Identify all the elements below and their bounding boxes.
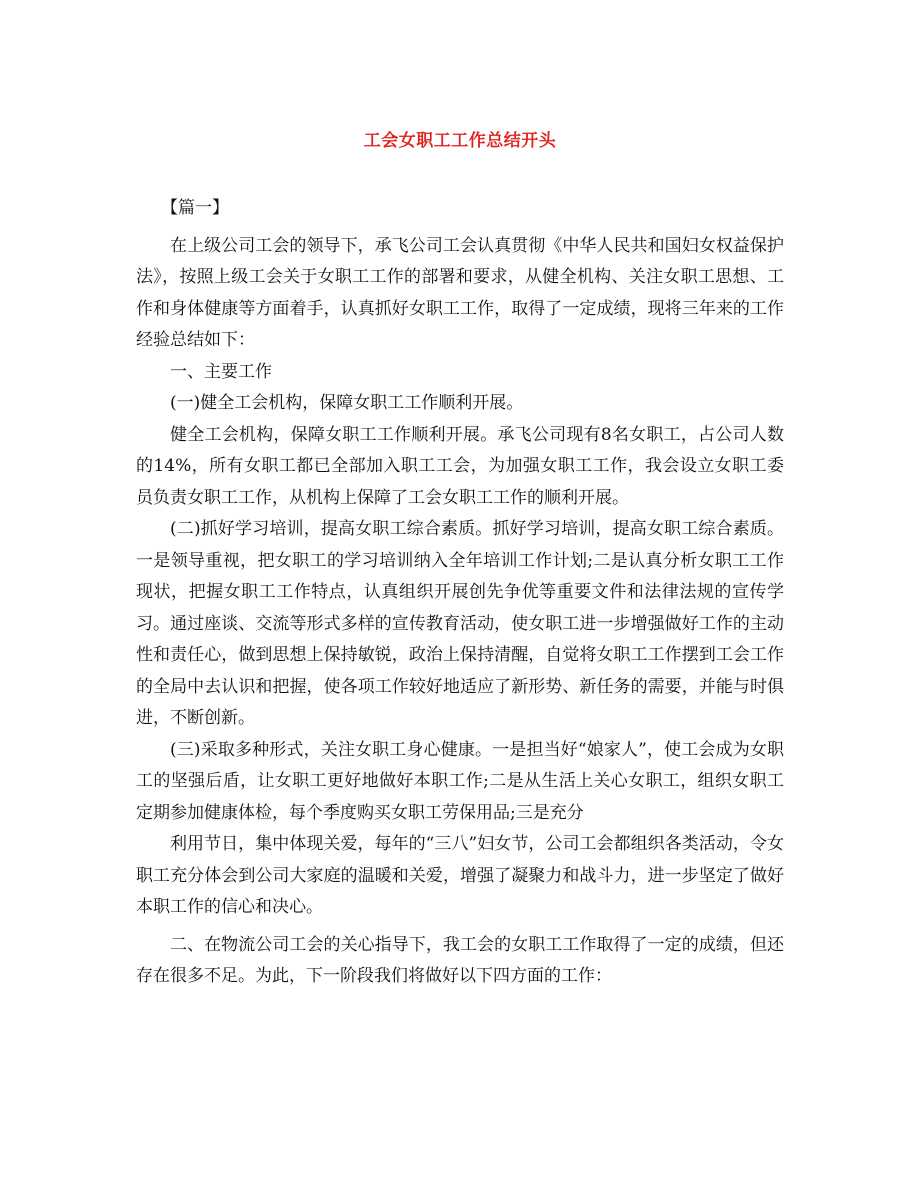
paragraph-4: 利用节日，集中体现关爱，每年的“三八”妇女节，公司工会都组织各类活动，令女职工充分体会到公司大家庭的温暖和关爱，增强了凝聚力和战斗力，进一步坚定了做好本职工作的信心和决心。: [136, 834, 784, 917]
paragraph-3: (三)采取多种形式，关注女职工身心健康。一是担当好“娘家人”，使工会成为女职工的坚强后盾，让女职工更好地做好本职工作;二是从生活上关心女职工，组织女职工定期参加健康体检，每个季度购买女职工劳保用品;三是充分: [136, 739, 784, 823]
heading-main-work: 一、主要工作: [170, 361, 272, 382]
subheading-1: (一)健全工会机构，保障女职工工作顺利开展。: [170, 393, 524, 413]
paragraph-1: 健全工会机构，保障女职工工作顺利开展。承飞公司现有8名女职工，占公司人数的14%，所有女职工都已全部加入职工工会，为加强女职工工作，我会设立女职工委员负责女职工工作，从机构上保障了工会女职工工作的顺利开展。: [136, 424, 784, 508]
document-body: [136, 193, 784, 993]
section-label: 【篇一】: [161, 198, 229, 218]
paragraph-2: (二)抓好学习培训，提高女职工综合素质。抓好学习培训，提高女职工综合素质。一是领导重视，把女职工的学习培训纳入全年培训工作计划;二是认真分析女职工工作现状，把握女职工工作特点，认真组织开展创先争优等重要文件和法律法规的宣传学习。通过座谈、交流等形式多样的宣传教育活动，使女职工进一步增强做好工作的主动性和责任心，做到思想上保持敏锐，政治上保持清醒，自觉将女职工工作摆到工会工作的全局中去认识和把握，使各项工作较好地适应了新形势、新任务的需要，并能与时俱进，不断创新。: [136, 519, 784, 728]
document-title: 工会女职工工作总结开头: [363, 131, 557, 151]
paragraph-5: 二、在物流公司工会的关心指导下，我工会的女职工工作取得了一定的成绩，但还存在很多不足。为此，下一阶段我们将做好以下四方面的工作：: [136, 934, 784, 986]
paragraph-intro: 在上级公司工会的领导下，承飞公司工会认真贯彻《中华人民共和国妇女权益保护法》，按照上级工会关于女职工工作的部署和要求，从健全机构、关注女职工思想、工作和身体健康等方面着手，认真抓好女职工工作，取得了一定成绩，现将三年来的工作经验总结如下：: [136, 235, 784, 350]
